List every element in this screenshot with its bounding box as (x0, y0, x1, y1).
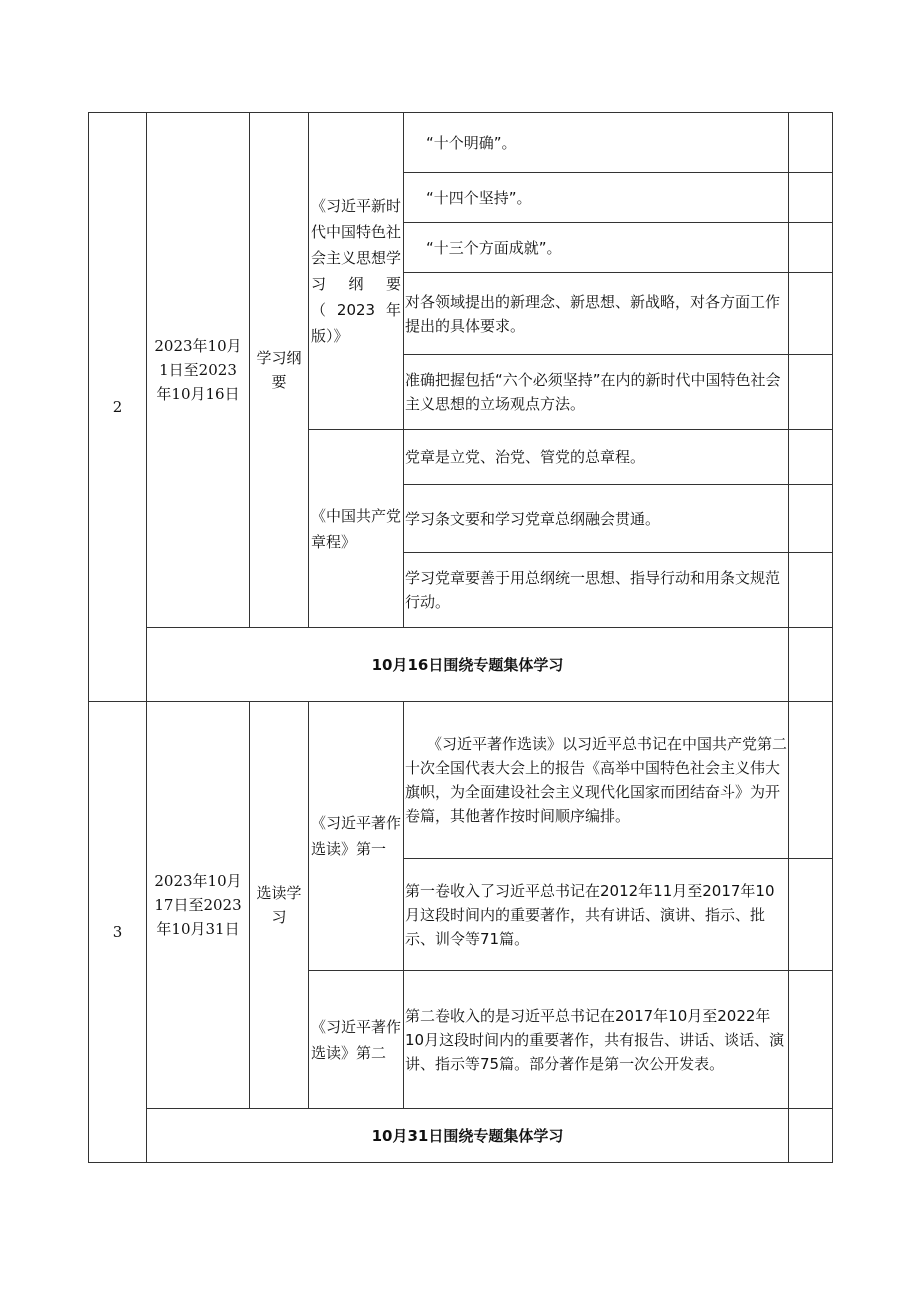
study-plan-table (88, 112, 833, 1163)
remarks-cell (789, 628, 833, 702)
remarks-cell (789, 1109, 833, 1163)
table-row (89, 628, 833, 702)
summary-row: 10月16日围绕专题集体学习 (147, 628, 789, 702)
section-number: 2 (89, 113, 147, 702)
remarks-cell (789, 355, 833, 430)
study-item: 党章是立党、治党、管党的总章程。 (404, 430, 789, 485)
table-row (89, 702, 833, 859)
table-row (89, 113, 833, 173)
study-item: 对各领域提出的新理念、新思想、新战略，对各方面工作提出的具体要求。 (404, 273, 789, 355)
study-item: “十四个坚持”。 (404, 173, 789, 223)
remarks-cell (789, 273, 833, 355)
study-item: “十个明确”。 (404, 113, 789, 173)
date-range: 2023年10月17日至2023年10月31日 (147, 702, 250, 1109)
study-type: 学习纲要 (250, 113, 309, 628)
remarks-cell (789, 173, 833, 223)
study-item: “十三个方面成就”。 (404, 223, 789, 273)
book-title: 《习近平新时代中国特色社会主义思想学习纲要（2023年版）》 (309, 113, 404, 430)
book-title: 《习近平著作选读》第一 (309, 702, 404, 971)
study-item: 第一卷收入了习近平总书记在2012年11月至2017年10月这段时间内的重要著作，共有讲话、演讲、指示、批示、训令等71篇。 (404, 859, 789, 971)
remarks-cell (789, 430, 833, 485)
remarks-cell (789, 702, 833, 859)
book-title: 《中国共产党章程》 (309, 430, 404, 628)
book-title: 《习近平著作选读》第二 (309, 971, 404, 1109)
study-item: 准确把握包括“六个必须坚持”在内的新时代中国特色社会主义思想的立场观点方法。 (404, 355, 789, 430)
remarks-cell (789, 113, 833, 173)
study-item: 第二卷收入的是习近平总书记在2017年10月至2022年10月这段时间内的重要著作，共有报告、讲话、谈话、演讲、指示等75篇。部分著作是第一次公开发表。 (404, 971, 789, 1109)
summary-row: 10月31日围绕专题集体学习 (147, 1109, 789, 1163)
remarks-cell (789, 971, 833, 1109)
date-range: 2023年10月1日至2023年10月16日 (147, 113, 250, 628)
study-item: 《习近平著作选读》以习近平总书记在中国共产党第二十次全国代表大会上的报告《高举中国特色社会主义伟大旗帜，为全面建设社会主义现代化国家而团结奋斗》为开卷篇，其他著作按时间顺序编排。 (404, 702, 789, 859)
section-number: 3 (89, 702, 147, 1163)
remarks-cell (789, 859, 833, 971)
study-type: 选读学习 (250, 702, 309, 1109)
study-item: 学习党章要善于用总纲统一思想、指导行动和用条文规范行动。 (404, 553, 789, 628)
study-item: 学习条文要和学习党章总纲融会贯通。 (404, 485, 789, 553)
table-row (89, 1109, 833, 1163)
remarks-cell (789, 223, 833, 273)
remarks-cell (789, 553, 833, 628)
remarks-cell (789, 485, 833, 553)
